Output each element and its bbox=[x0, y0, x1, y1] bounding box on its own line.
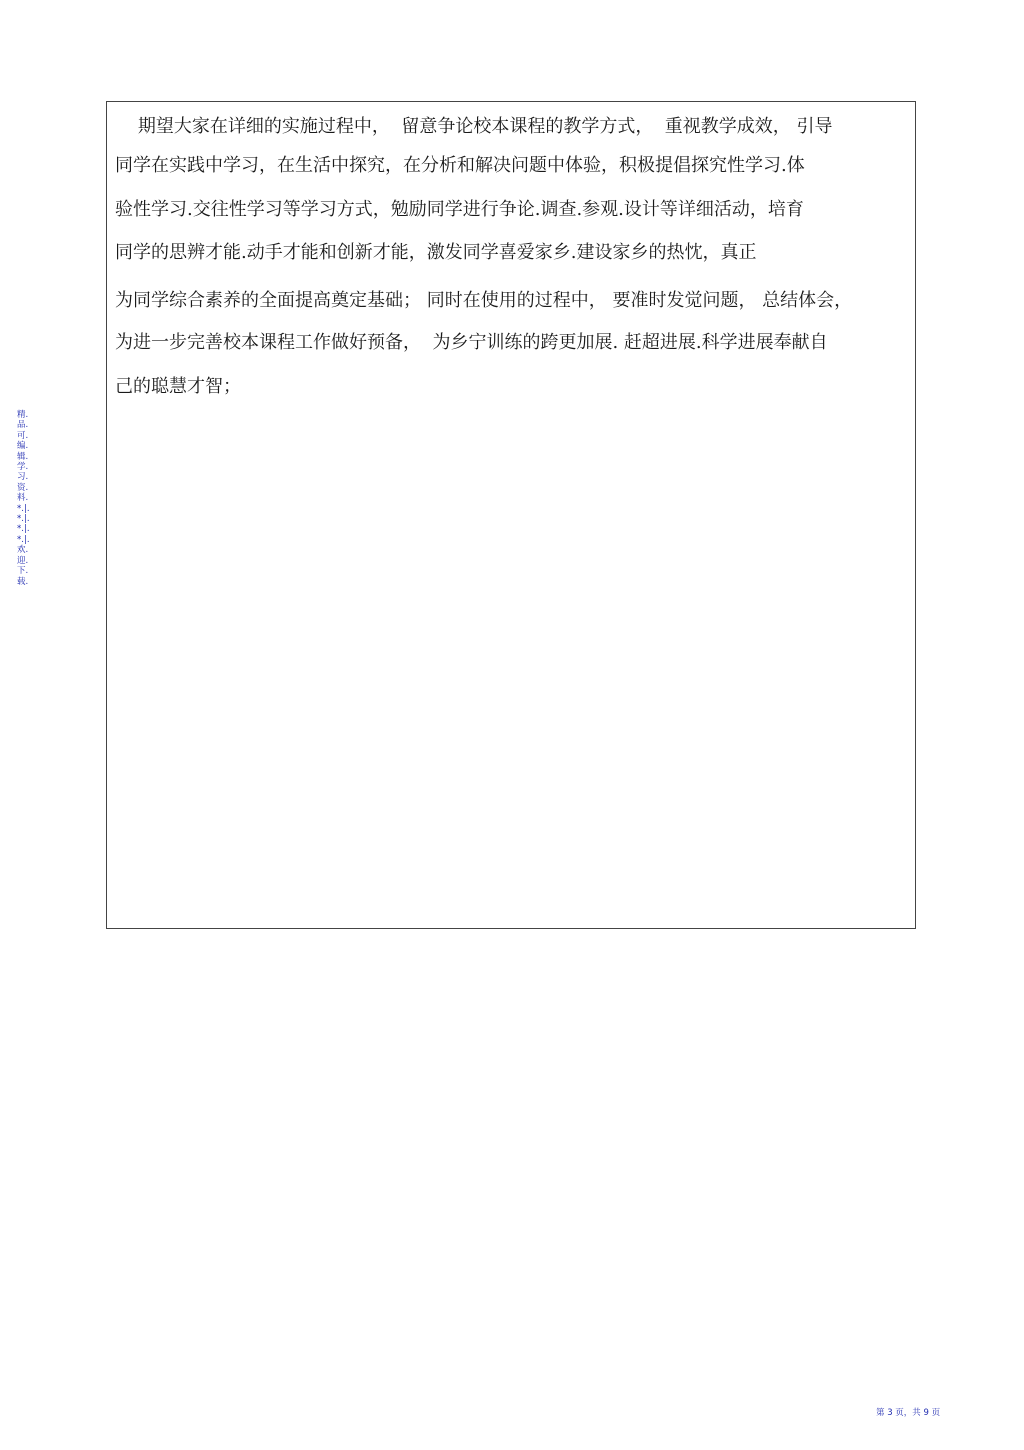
body-line-7: 己的聪慧才智； bbox=[115, 376, 241, 397]
body-line-6: 为进一步完善校本课程工作做好预备， 为乡宁训练的跨更加展. 赶超进展.科学进展奉献自 bbox=[115, 332, 828, 353]
body-line-3: 验性学习.交往性学习等学习方式，勉励同学进行争论.调查.参观.设计等详细活动，培育 bbox=[115, 199, 804, 220]
content-box bbox=[106, 101, 916, 929]
page-number-footer: 第 3 页，共 9 页 bbox=[876, 1408, 941, 1418]
body-line-2: 同学在实践中学习，在生活中探究，在分析和解决问题中体验，积极提倡探究性学习.体 bbox=[115, 155, 805, 176]
side-watermark-note: 精.品.可.编.辑.学.习.资.料.*.|.*.|.*.|.*.|.欢.迎.下.载. bbox=[17, 410, 30, 587]
body-line-4: 同学的思辨才能.动手才能和创新才能，激发同学喜爱家乡.建设家乡的热忱，真正 bbox=[115, 242, 757, 263]
body-line-5: 为同学综合素养的全面提高奠定基础； 同时在使用的过程中， 要准时发觉问题， 总结体会， bbox=[115, 290, 853, 311]
body-line-1: 期望大家在详细的实施过程中， 留意争论校本课程的教学方式， 重视教学成效， 引导 bbox=[115, 116, 833, 137]
